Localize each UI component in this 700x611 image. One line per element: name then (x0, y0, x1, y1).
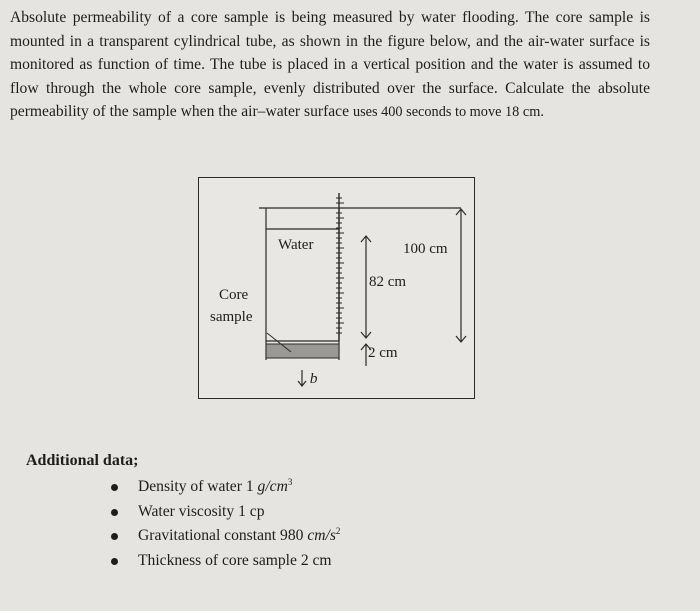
core-label-line1: Core (219, 287, 249, 303)
problem-last-line: uses 400 seconds to move 18 cm. (352, 104, 544, 120)
flow-arrow (298, 370, 306, 386)
bullet-icon (111, 509, 118, 516)
ruler-ticks (336, 198, 344, 333)
water-height-label: 82 cm (369, 274, 407, 290)
list-item: Water viscosity 1 cp (108, 501, 340, 526)
core-label-line2: sample (210, 309, 253, 325)
flow-label: q (310, 372, 318, 388)
bullet-icon (111, 484, 118, 491)
core-thickness-label: 2 cm (368, 345, 398, 361)
list-item: Thickness of core sample 2 cm (108, 550, 340, 575)
bullet-icon (111, 533, 118, 540)
list-item: Gravitational constant 980 $cm/s^2$ (108, 525, 340, 550)
water-label: Water (278, 237, 314, 253)
additional-data-title: Additional data; (26, 452, 139, 469)
total-height-label: 100 cm (403, 241, 448, 257)
core-sample (266, 344, 339, 358)
bullet-icon (111, 558, 118, 565)
additional-data-list (108, 476, 340, 574)
list-item: Density of water 1 $g/cm^3$ (108, 476, 340, 501)
problem-statement (10, 6, 650, 125)
permeameter-figure (198, 177, 475, 399)
problem-paragraph: Absolute permeability of a core sample is being measured by water flooding. The core sample is mounted in a transparent cylindrical tube, as shown in the figure below, and the air-water surface is monitored as function of time. The tube is placed in a vertical position and the water is assumed to flow through the whole core sample, evenly distributed over the surface. Calculate the absolute permeability of the sample when the air–water surface (10, 9, 650, 120)
total-height-arrow (456, 209, 466, 342)
